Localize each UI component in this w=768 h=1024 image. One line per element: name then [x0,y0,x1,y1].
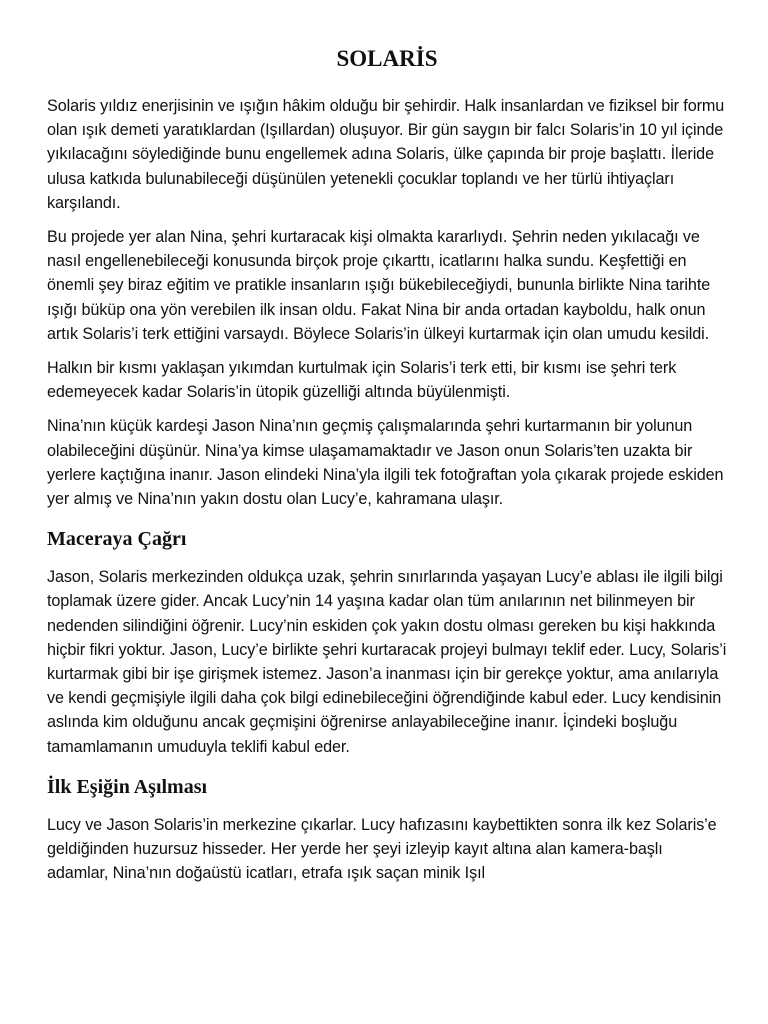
document-title: SOLARİS [336,46,438,71]
section-heading: İlk Eşiğin Aşılması [47,775,208,798]
document-page [47,44,727,895]
paragraph: Halkın bir kısmı yaklaşan yıkımdan kurtulmak için Solaris’i terk etti, bir kısmı ise şehri terk edemeyecek kadar Solaris’in ütopik güzelliği altında büyülenmişti. [47,359,677,402]
paragraph: Bu projede yer alan Nina, şehri kurtaracak kişi olmakta kararlıydı. Şehrin neden yıkılacağı ve nasıl engellenebileceği konusunda birçok proje çıkarttı, icatlarını halka sundu. Keşfettiği en önemli şey biraz eğitim ve pratikle insanların ışığı bükebileceğiydi, bununla birlikte Nina tarihte ışığı büküp ona yön verebilen ilk insan oldu. Fakat Nina bir anda ortadan kayboldu, halk onun artık Solaris’i terk ettiğini varsaydı. Böylece Solaris’in ülkeyi kurtarmak için olan umudu kesildi. [47,228,711,343]
paragraph: Lucy ve Jason Solaris’in merkezine çıkarlar. Lucy hafızasını kaybettikten sonra ilk kez Solaris’e geldiğinden huzursuz hisseder. Her yerde her şeyi izleyip kayıt altına alan kamera-başlı adamlar, Nina’nın doğaüstü icatları, etrafa ışık saçan minik Işıl [47,815,717,883]
paragraph: Jason, Solaris merkezinden oldukça uzak, şehrin sınırlarında yaşayan Lucy’e ablası ile ilgili bilgi toplamak üzere gider. Ancak Lucy’nin 14 yaşına kadar olan tüm anılarının net bilinmeyen bir nedenden silindiğini öğrenir. Lucy’nin eskiden çok yakın dostu olması gereken bu kişi hakkında hiçbir fikri yoktur. Jason, Lucy’e birlikte şehri kurtaracak projeyi bulmayı teklif eder. Lucy, Solaris’i kurtarmak gibi bir işe girişmek istemez. Jason’a inanması için bir gerekçe yoktur, ama anılarıyla ve kendi geçmişiyle ilgili daha çok bilgi edinebileceğini öğrendiğinde kabul eder. Lucy kendisinin aslında kim olduğunu ancak geçmişini öğrenirse anlayabileceğine inanır. İçindeki boşluğu tamamlamanın umuduyla teklifi kabul eder. [47,568,727,756]
paragraph: Solaris yıldız enerjisinin ve ışığın hâkim olduğu bir şehirdir. Halk insanlardan ve fiziksel bir formu olan ışık demeti yaratıklardan (Işıllardan) oluşuyor. Bir gün saygın bir falcı Solaris’in 10 yıl içinde yıkılacağını söylediğinde bunu engellemek adına Solaris, ülke çapında bir proje başlattı. İleride ulusa katkıda bulunabileceği düşünülen yetenekli çocuklar toplandı ve her türlü ihtiyaçları karşılandı. [47,97,725,212]
section-heading: Maceraya Çağrı [47,528,187,551]
paragraph: Nina’nın küçük kardeşi Jason Nina’nın geçmiş çalışmalarında şehri kurtarmanın bir yolunun olabileceğini düşünür. Nina’ya kimse ulaşamamaktadır ve Jason onun Solaris’ten uzakta bir yerlere kaçtığına inanır. Jason elindeki Nina’yla ilgili tek fotoğraftan yola çıkarak projede eskiden yer almış ve Nina’nın yakın dostu olan Lucy’e, kahramana ulaşır. [47,417,724,509]
